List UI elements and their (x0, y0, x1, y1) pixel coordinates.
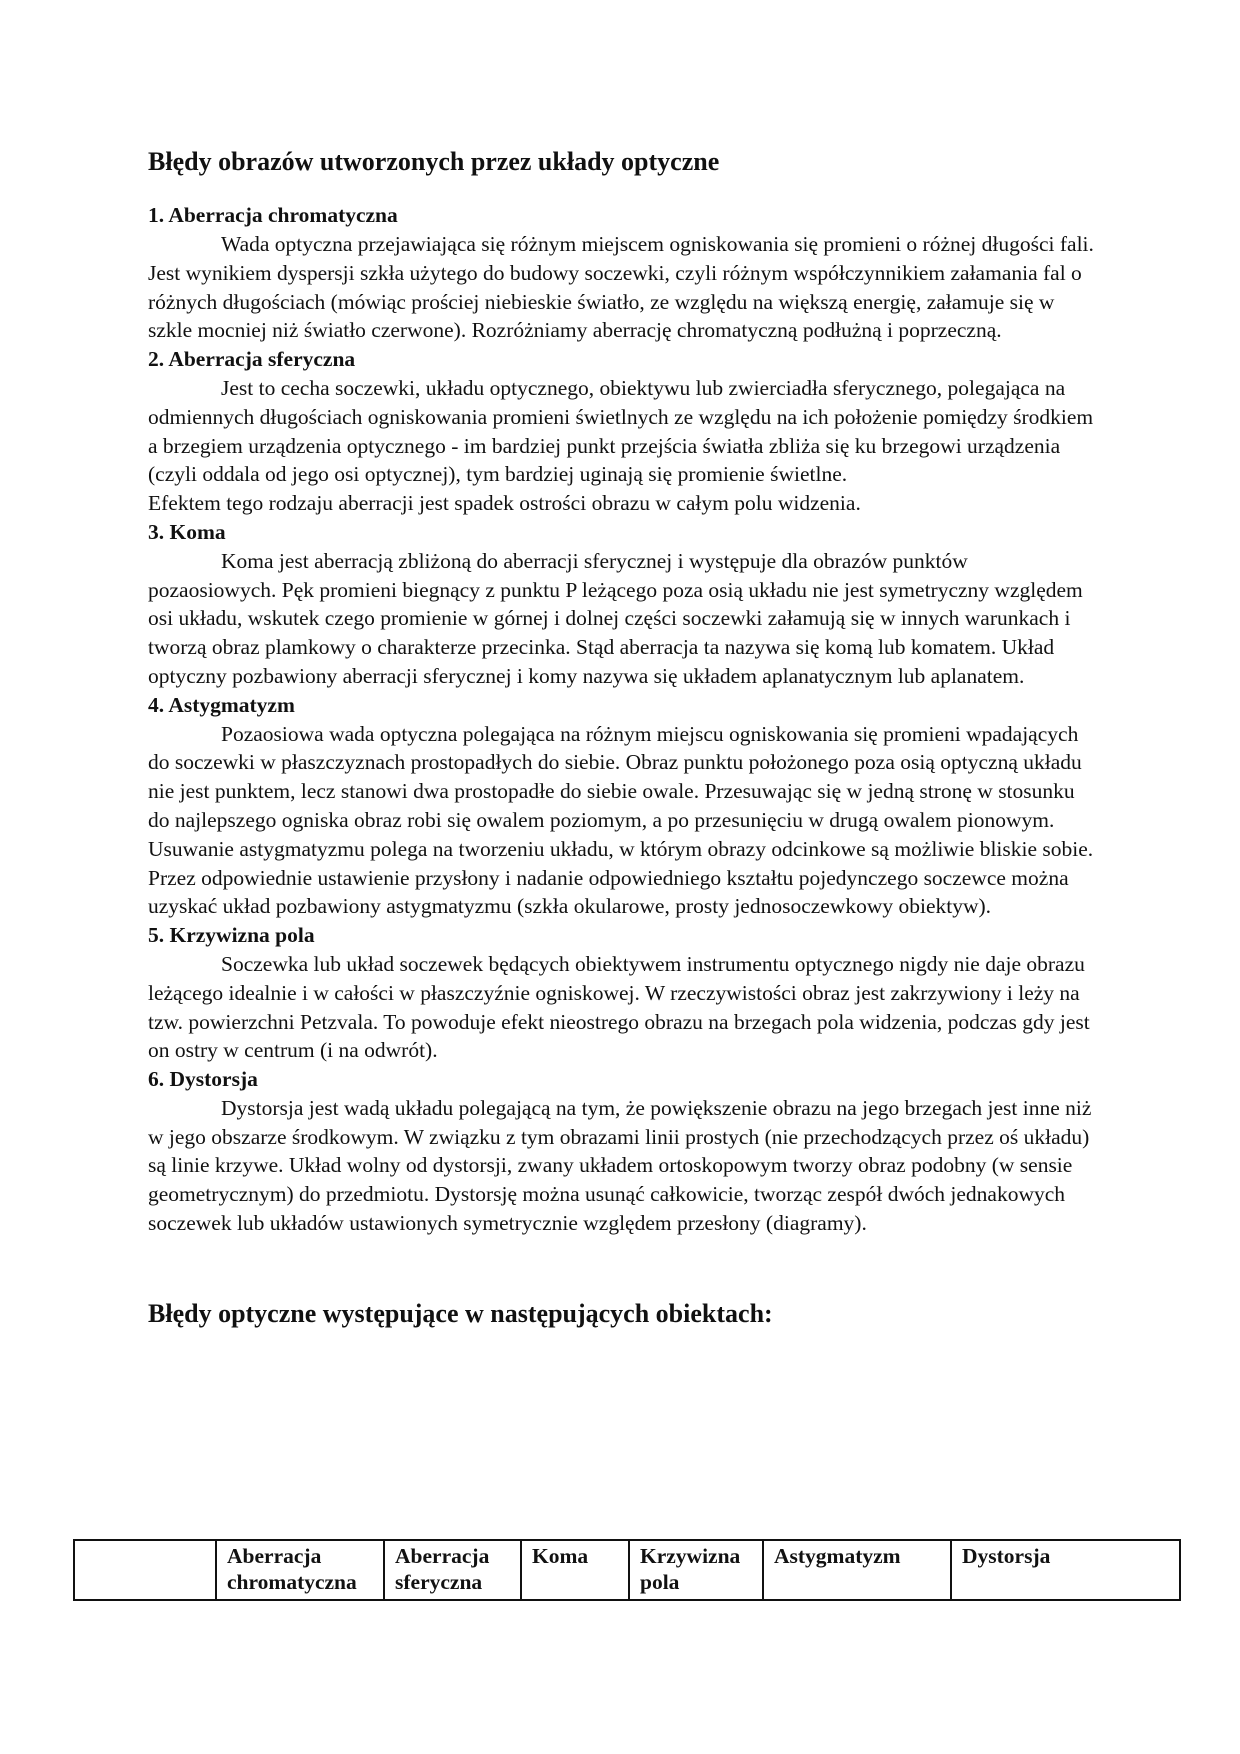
section-paragraph: Koma jest aberracją zbliżoną do aberracji sferycznej i występuje dla obrazów punktów pozaosiowych. Pęk promieni biegnący z punktu P leżącego poza osią układu nie jest symetryczny względem osi układu, wskutek czego promienie w górnej i dolnej części soczewki załamują się w innych warunkach i tworzą obraz plamkowy o charakterze przecinka. Stąd aberracja ta nazywa się komą lub komatem. Układ optyczny pozbawiony aberracji sferycznej i komy nazywa się układem aplanatycznym lub aplanatem. (148, 548, 1083, 688)
section-paragraph: Wada optyczna przejawiająca się różnym miejscem ogniskowania się promieni o różnej długości fali. Jest wynikiem dyspersji szkła użytego do budowy soczewki, czyli różnym współczynnikiem załamania fal o różnych długościach (mówiąc prościej niebieskie światło, ze względu na większą energię, załamuje się w szkle mocniej niż światło czerwone). Rozróżniamy aberrację chromatyczną podłużną i poprzeczną. (148, 231, 1094, 343)
section-heading: 1. Aberracja chromatyczna (148, 203, 398, 228)
section-1 (148, 201, 1098, 345)
table-header-cell: Dystorsja (951, 1540, 1180, 1600)
table-header-cell: Aberracja sferyczna (384, 1540, 521, 1600)
table-header-cell: Krzywizna pola (629, 1540, 763, 1600)
table-header-cell-empty (74, 1540, 216, 1600)
table-header-row (74, 1540, 1180, 1600)
section-5 (148, 921, 1098, 1065)
section-paragraph: Efektem tego rodzaju aberracji jest spadek ostrości obrazu w całym polu widzenia. (148, 491, 861, 516)
section-paragraph: Dystorsja jest wadą układu polegającą na tym, że powiększenie obrazu na jego brzegach jest inne niż w jego obszarze środkowym. W związku z tym obrazami linii prostych (nie przechodzących przez oś układu) są linie krzywe. Układ wolny od dystorsji, zwany układem ortoskopowym tworzy obraz podobny (w sensie geometrycznym) do przedmiotu. Dystorsję można usunąć całkowicie, tworząc zespół dwóch jednakowych soczewek lub układów ustawionych symetrycznie względem przesłony (diagramy). (148, 1095, 1092, 1236)
section-paragraph: Jest to cecha soczewki, układu optycznego, obiektywu lub zwierciadła sferycznego, polegająca na odmiennych długościach ogniskowania promieni świetlnych ze względu na ich położenie pomiędzy środkiem a brzegiem urządzenia optycznego - im bardziej punkt przejścia światła zbliża się ku brzegowi urządzenia (czyli oddala od jego osi optycznej), tym bardziej uginają się promienie świetlne. (148, 375, 1094, 487)
section-heading: 3. Koma (148, 519, 226, 544)
optical-errors-table (73, 1539, 1181, 1601)
section-4 (148, 691, 1098, 921)
section-heading: 5. Krzywizna pola (148, 923, 315, 948)
section-2 (148, 345, 1098, 518)
section-heading: 2. Aberracja sferyczna (148, 347, 356, 372)
table-subtitle: Błędy optyczne występujące w następujących obiektach: (148, 1298, 773, 1328)
section-3 (148, 518, 1098, 691)
section-heading: 6. Dystorsja (148, 1067, 258, 1092)
document-page (148, 146, 1098, 1353)
table-header-cell: Koma (521, 1540, 629, 1600)
table-header-cell: Astygmatyzm (763, 1540, 951, 1600)
section-heading: 4. Astygmatyzm (148, 692, 295, 717)
document-title: Błędy obrazów utworzonych przez układy optyczne (148, 147, 720, 176)
section-paragraph: Soczewka lub układ soczewek będących obiektywem instrumentu optycznego nigdy nie daje obrazu leżącego idealnie i w całości w płaszczyźnie ogniskowej. W rzeczywistości obraz jest zakrzywiony i leży na tzw. powierzchni Petzvala. To powoduje efekt nieostrego obrazu na brzegach pola widzenia, podczas gdy jest on ostry w centrum (i na odwrót). (148, 951, 1090, 1063)
table-header-cell: Aberracja chromatyczna (216, 1540, 384, 1600)
section-6 (148, 1065, 1098, 1238)
section-paragraph: Pozaosiowa wada optyczna polegająca na różnym miejscu ogniskowania się promieni wpadających do soczewki w płaszczyznach prostopadłych do siebie. Obraz punktu położonego poza osią optyczną układu nie jest punktem, lecz stanowi dwa prostopadłe do siebie owale. Przesuwając się w jedną stronę w stosunku do najlepszego ogniska obraz robi się owalem poziomym, a po przesunięciu w drugą owalem pionowym. Usuwanie astygmatyzmu polega na tworzeniu układu, w którym obrazy odcinkowe są możliwie bliskie sobie. Przez odpowiednie ustawienie przysłony i nadanie odpowiedniego kształtu pojedynczego soczewce można uzyskać układ pozbawiony astygmatyzmu (szkła okularowe, prosty jednosoczewkowy obiektyw). (148, 721, 1094, 919)
